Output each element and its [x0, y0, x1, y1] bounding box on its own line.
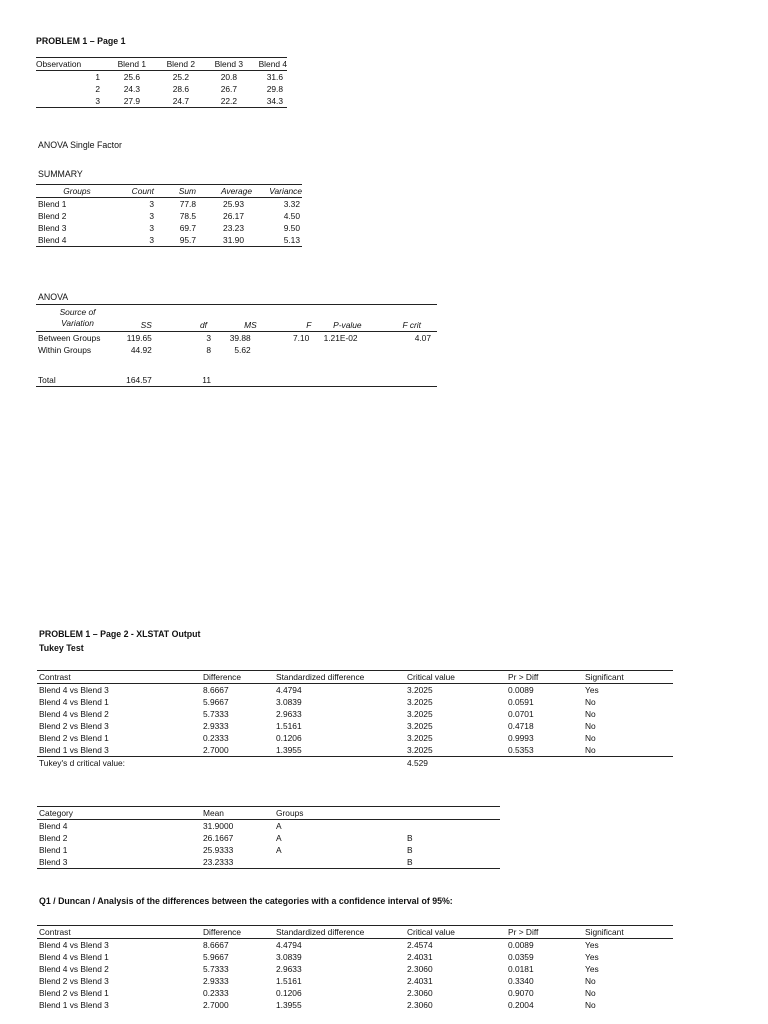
- table-row: [37, 732, 673, 744]
- table-cell: 25.6: [123, 72, 140, 82]
- summary-table: [36, 184, 302, 247]
- groups-table: [37, 806, 500, 869]
- table-row-total: [36, 374, 437, 387]
- col-header: Mean: [203, 807, 276, 820]
- table-cell: 5.9667: [203, 697, 229, 707]
- table-cell: 25.93: [223, 199, 244, 209]
- table-cell: Blend 4 vs Blend 3: [39, 940, 109, 950]
- table-cell: No: [585, 976, 596, 986]
- table-cell: 8.6667: [203, 685, 229, 695]
- table-row: [37, 744, 673, 757]
- col-header: Pr > Diff: [508, 926, 585, 939]
- table-cell: A: [276, 845, 282, 855]
- table-cell: 3: [149, 223, 154, 233]
- table-cell: Blend 3: [38, 223, 67, 233]
- table-cell: 3: [206, 333, 211, 343]
- table-cell: A: [276, 833, 282, 843]
- table-cell: 4.50: [283, 211, 300, 221]
- table-cell: 39.88: [229, 333, 251, 343]
- table-row: [37, 820, 500, 833]
- table-cell: 24.3: [123, 84, 140, 94]
- table-cell: 0.9070: [508, 988, 534, 998]
- table-cell: 22.2: [195, 95, 243, 108]
- table-cell: Blend 1 vs Blend 3: [37, 744, 203, 757]
- table-row: [36, 222, 302, 234]
- tukey-critical-value: 4.529: [407, 758, 428, 768]
- table-cell: No: [585, 733, 596, 743]
- table-cell: 1.3955: [276, 744, 407, 757]
- table-cell: 31.90: [196, 234, 252, 247]
- table-row: [37, 720, 673, 732]
- table-cell: Within Groups: [38, 345, 92, 355]
- page2-title: PROBLEM 1 – Page 2 - XLSTAT Output: [39, 629, 201, 639]
- table-cell: 119.65: [126, 333, 152, 343]
- table-cell: 28.6: [172, 84, 189, 94]
- anova-label: ANOVA: [38, 292, 69, 302]
- tukey-critical-label: Tukey's d critical value:: [39, 758, 125, 768]
- table-cell: 3.2025: [407, 733, 433, 743]
- col-header: Variance: [252, 185, 302, 198]
- table-cell: 3: [149, 199, 154, 209]
- table-cell: 5.7333: [203, 709, 229, 719]
- table-cell: Blend 4 vs Blend 2: [39, 964, 109, 974]
- table-cell: Blend 1: [38, 199, 67, 209]
- table-cell: 2.9633: [276, 964, 302, 974]
- table-cell: 2.4574: [407, 940, 433, 950]
- table-cell: 26.17: [223, 211, 244, 221]
- col-header: Pr > Diff: [508, 671, 585, 684]
- table-cell: 1.5161: [276, 976, 302, 986]
- col-header: Significant: [585, 926, 673, 939]
- table-cell: 3.2025: [407, 721, 433, 731]
- table-cell: 29.8: [266, 84, 283, 94]
- table-cell: 8: [206, 345, 211, 355]
- col-header: Sum: [154, 185, 196, 198]
- col-header: F: [257, 305, 312, 332]
- tukey-table: [37, 670, 673, 769]
- table-cell: [311, 344, 361, 356]
- table-cell: 2.7000: [203, 744, 276, 757]
- table-row: [36, 332, 437, 345]
- table-cell: 2.3060: [407, 1000, 433, 1010]
- table-row: [37, 975, 673, 987]
- table-row: [36, 95, 287, 108]
- table-cell: Blend 4 vs Blend 1: [39, 952, 109, 962]
- table-cell: 8.6667: [203, 940, 229, 950]
- table-cell: 34.3: [243, 95, 287, 108]
- table-row: [37, 987, 673, 999]
- table-cell: 27.9: [100, 95, 146, 108]
- table-cell: [257, 374, 312, 387]
- table-cell: Blend 4 vs Blend 3: [39, 685, 109, 695]
- table-cell: No: [585, 697, 596, 707]
- table-cell: 25.9333: [203, 845, 234, 855]
- table-cell: Between Groups: [38, 333, 101, 343]
- table-cell: [276, 856, 407, 869]
- col-header: Blend 2: [146, 58, 195, 71]
- table-cell: 23.2333: [203, 856, 276, 869]
- col-header: Groups: [276, 807, 407, 820]
- col-header: Blend 3: [195, 58, 243, 71]
- table-cell: Blend 4 vs Blend 2: [39, 709, 109, 719]
- table-cell: [362, 344, 437, 356]
- tukey-critical-row: [37, 757, 673, 770]
- table-cell: 3.2025: [407, 697, 433, 707]
- table-cell: No: [585, 721, 596, 731]
- table-cell: Blend 4: [36, 234, 118, 247]
- table-cell: 2.4031: [407, 976, 433, 986]
- table-cell: 26.7: [220, 84, 237, 94]
- table-cell: Blend 2: [38, 211, 67, 221]
- table-cell: 0.5353: [508, 744, 585, 757]
- col-header: SS: [119, 305, 152, 332]
- table-cell: 1: [95, 72, 100, 82]
- table-cell: 3.0839: [276, 952, 302, 962]
- table-cell: 0.1206: [276, 988, 302, 998]
- table-cell: No: [585, 988, 596, 998]
- table-cell: 3.2025: [407, 685, 433, 695]
- table-cell: Blend 2 vs Blend 1: [39, 988, 109, 998]
- table-cell: 3.2025: [407, 709, 433, 719]
- table-cell: Yes: [585, 952, 599, 962]
- table-cell: Total: [36, 374, 119, 387]
- table-cell: 31.6: [266, 72, 283, 82]
- summary-label: SUMMARY: [38, 169, 83, 179]
- table-cell: 95.7: [154, 234, 196, 247]
- duncan-table: [37, 925, 673, 1011]
- table-row: [37, 999, 673, 1011]
- col-header: Groups: [36, 185, 118, 198]
- col-header: Contrast: [37, 926, 203, 939]
- col-header: Average: [196, 185, 252, 198]
- table-cell: 0.0181: [508, 964, 534, 974]
- table-cell: 0.0701: [508, 709, 534, 719]
- col-header: MS: [213, 305, 257, 332]
- table-cell: 0.2333: [203, 988, 229, 998]
- table-cell: 2.9333: [203, 976, 229, 986]
- table-cell: A: [276, 821, 282, 831]
- table-cell: 26.1667: [203, 833, 234, 843]
- col-header: F crit: [362, 305, 437, 332]
- table-row: [37, 696, 673, 708]
- table-cell: 9.50: [283, 223, 300, 233]
- table-cell: Blend 4 vs Blend 1: [39, 697, 109, 707]
- table-cell: No: [585, 1000, 596, 1010]
- table-cell: 5.7333: [203, 964, 229, 974]
- table-cell: Yes: [585, 940, 599, 950]
- table-cell: Blend 2 vs Blend 3: [39, 976, 109, 986]
- col-header: Blend 1: [100, 58, 146, 71]
- table-cell: 31.9000: [203, 821, 234, 831]
- table-cell: 5.13: [252, 234, 302, 247]
- table-cell: 4.07: [414, 333, 431, 343]
- table-cell: 0.0089: [508, 940, 534, 950]
- table-cell: Blend 1 vs Blend 3: [39, 1000, 109, 1010]
- page1-title: PROBLEM 1 – Page 1: [36, 36, 126, 46]
- table-cell: No: [585, 744, 673, 757]
- table-cell: 0.3340: [508, 976, 534, 986]
- table-cell: Yes: [585, 685, 599, 695]
- table-cell: [311, 374, 361, 387]
- table-cell: Blend 2 vs Blend 3: [39, 721, 109, 731]
- table-cell: Blend 2: [39, 833, 68, 843]
- table-row: [36, 71, 287, 84]
- table-cell: 3.2025: [407, 744, 508, 757]
- col-header: Critical value: [407, 671, 508, 684]
- table-cell: 20.8: [220, 72, 237, 82]
- table-cell: Blend 3: [37, 856, 203, 869]
- table-cell: 3.0839: [276, 697, 302, 707]
- table-cell: 5.9667: [203, 952, 229, 962]
- table-cell: 11: [152, 374, 213, 387]
- table-cell: [362, 374, 437, 387]
- col-header: Difference: [203, 671, 276, 684]
- table-cell: 3.32: [283, 199, 300, 209]
- table-cell: 69.7: [179, 223, 196, 233]
- table-cell: 78.5: [179, 211, 196, 221]
- table-cell: B: [407, 833, 413, 843]
- table-cell: Blend 4: [39, 821, 68, 831]
- table-cell: 0.0089: [508, 685, 534, 695]
- col-header: df: [152, 305, 213, 332]
- table-cell: 2.3060: [407, 964, 433, 974]
- table-cell: [407, 820, 500, 833]
- table-cell: 0.4718: [508, 721, 534, 731]
- table-cell: 25.2: [172, 72, 189, 82]
- table-cell: 0.0359: [508, 952, 534, 962]
- table-cell: 2.3060: [407, 988, 433, 998]
- col-header: P-value: [311, 305, 361, 332]
- table-cell: Yes: [585, 964, 599, 974]
- col-header: Critical value: [407, 926, 508, 939]
- table-cell: 2.7000: [203, 1000, 229, 1010]
- anova-single-factor-title: ANOVA Single Factor: [38, 140, 122, 150]
- table-cell: 77.8: [179, 199, 196, 209]
- table-cell: 0.9993: [508, 733, 534, 743]
- table-row: [37, 963, 673, 975]
- table-row: [37, 856, 500, 869]
- col-header: Blend 4: [243, 58, 287, 71]
- observation-table: [36, 57, 287, 108]
- table-row: [37, 939, 673, 952]
- table-row: [37, 832, 500, 844]
- table-cell: 7.10: [293, 333, 310, 343]
- table-cell: 24.7: [146, 95, 195, 108]
- table-row: [36, 198, 302, 211]
- table-cell: 3: [149, 211, 154, 221]
- table-cell: Blend 1: [39, 845, 68, 855]
- col-header: Contrast: [37, 671, 203, 684]
- table-cell: 5.62: [234, 345, 251, 355]
- table-cell: [213, 374, 257, 387]
- table-cell: 0.2004: [508, 1000, 534, 1010]
- col-header: Standardized difference: [276, 926, 407, 939]
- table-cell: 2: [95, 84, 100, 94]
- col-header: Standardized difference: [276, 671, 407, 684]
- table-row: [36, 83, 287, 95]
- table-cell: Blend 2 vs Blend 1: [39, 733, 109, 743]
- table-cell: 2.4031: [407, 952, 433, 962]
- table-row: [37, 708, 673, 720]
- table-cell: 1.5161: [276, 721, 302, 731]
- table-cell: 23.23: [223, 223, 244, 233]
- table-row: [37, 684, 673, 697]
- table-cell: 4.4794: [276, 685, 302, 695]
- table-cell: 0.1206: [276, 733, 302, 743]
- col-header: [407, 807, 500, 820]
- table-cell: 164.57: [119, 374, 152, 387]
- tukey-subtitle: Tukey Test: [39, 643, 84, 653]
- col-header: Observation: [36, 58, 100, 71]
- anova-table: [36, 304, 437, 387]
- table-row: [36, 344, 437, 356]
- col-header: Significant: [585, 671, 673, 684]
- table-cell: [257, 344, 312, 356]
- table-cell: 0.2333: [203, 733, 229, 743]
- duncan-title: Q1 / Duncan / Analysis of the differences between the categories with a confidence interval of 95%:: [39, 896, 453, 906]
- table-row: [37, 951, 673, 963]
- table-row: [36, 234, 302, 247]
- table-cell: 2.9633: [276, 709, 302, 719]
- table-cell: 0.0591: [508, 697, 534, 707]
- table-cell: 44.92: [130, 345, 152, 355]
- col-header: Difference: [203, 926, 276, 939]
- col-header: Source of Variation: [36, 305, 119, 332]
- table-cell: 1.21E-02: [323, 333, 358, 343]
- table-row: [37, 844, 500, 856]
- table-cell: 4.4794: [276, 940, 302, 950]
- table-cell: 2.9333: [203, 721, 229, 731]
- table-cell: B: [407, 856, 500, 869]
- table-cell: No: [585, 709, 596, 719]
- col-header: Count: [118, 185, 154, 198]
- table-cell: B: [407, 845, 413, 855]
- table-cell: 3: [36, 95, 100, 108]
- table-cell: 3: [118, 234, 154, 247]
- table-cell: 1.3955: [276, 1000, 302, 1010]
- col-header: Category: [37, 807, 203, 820]
- table-row: [36, 210, 302, 222]
